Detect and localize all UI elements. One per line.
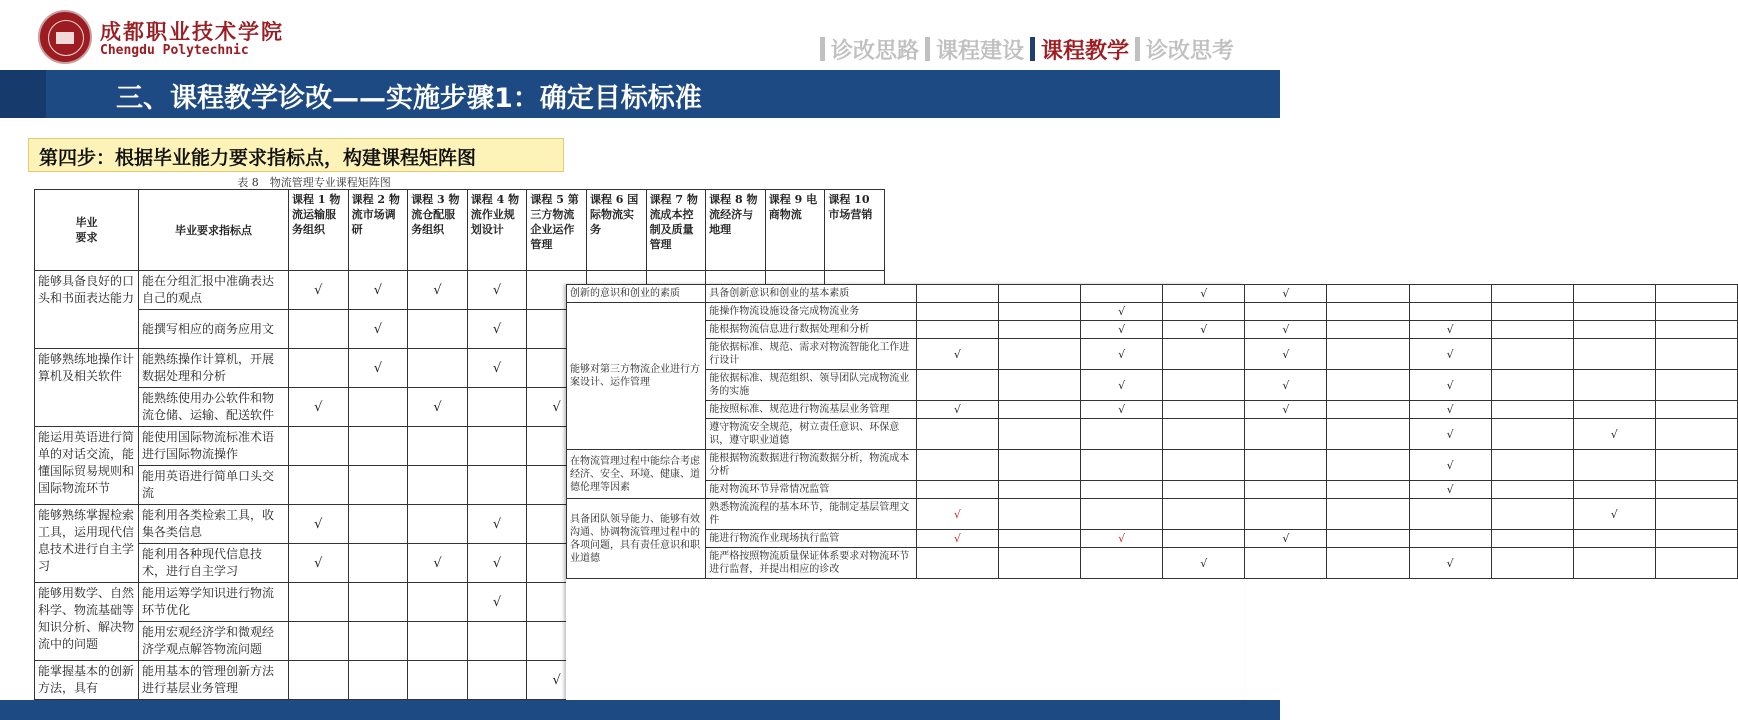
indicator-cell: 能在分组汇报中准确表达自己的观点 [139,271,289,310]
matrix-cell [289,622,349,661]
requirement-cell: 具备团队领导能力、能够有效沟通、协调物流管理过程中的各项问题，具有责任意识和职业道德 [567,499,706,579]
indicator-cell: 能根据物流信息进行数据处理和分析 [706,321,917,339]
matrix-cell [1491,401,1573,419]
matrix-cell [998,303,1080,321]
indicator-cell: 能严格按照物流质量保证体系要求对物流环节进行监督，并提出相应的诊改 [706,548,917,579]
indicator-cell: 遵守物流安全规范，树立责任意识、环保意识，遵守职业道德 [706,419,917,450]
course-matrix-continuation [566,284,1618,720]
matrix-cell [1327,401,1409,419]
matrix-cell: √ [408,388,468,427]
indicator-cell: 能用英语进行简单口头交流 [139,466,289,505]
matrix-cell [1327,548,1409,579]
matrix-cell: √ [1409,548,1491,579]
matrix-cell [1245,419,1327,450]
table-caption: 表 8 物流管理专业课程矩阵图 [237,176,391,189]
matrix-cell [1491,303,1573,321]
matrix-cell [1327,303,1409,321]
step-callout [28,138,564,172]
requirement-cell: 创新的意识和创业的素质 [567,285,706,303]
matrix-cell [1081,285,1163,303]
matrix-cell [998,481,1080,499]
header-requirement: 毕业 要求 [35,190,139,271]
header-course-6: 课程 6 国际物流实务 [586,190,646,271]
matrix-cell [408,466,468,505]
matrix-cell [916,419,998,450]
matrix-cell: √ [1409,419,1491,450]
matrix-cell: √ [1081,303,1163,321]
matrix-cell [408,583,468,622]
header-indicator: 毕业要求指标点 [139,190,289,271]
matrix-cell [998,321,1080,339]
header-course-9: 课程 9 电商物流 [765,190,825,271]
matrix-cell: √ [1245,530,1327,548]
indicator-cell: 能对物流环节异常情况监管 [706,481,917,499]
table-row [567,370,1738,401]
indicator-cell: 能依据标准、规范、需求对物流智能化工作进行设计 [706,339,917,370]
matrix-cell [1081,450,1163,481]
matrix-cell [1163,450,1245,481]
matrix-cell [1163,401,1245,419]
matrix-cell [1573,339,1655,370]
matrix-cell [998,339,1080,370]
header-course-3: 课程 3 物流仓配服务组织 [408,190,468,271]
school-name-en: Chengdu Polytechnic [100,43,249,58]
requirement-cell: 在物流管理过程中能综合考虑经济、安全、环境、健康、道德伦理等因素 [567,450,706,499]
matrix-cell [348,427,408,466]
indicator-cell: 能利用各类检索工具，收集各类信息 [139,505,289,544]
matrix-cell [1655,339,1737,370]
matrix-cell: √ [1245,285,1327,303]
matrix-cell [1327,370,1409,401]
matrix-cell: √ [1245,321,1327,339]
matrix-cell: √ [408,544,468,583]
matrix-cell [1327,499,1409,530]
matrix-cell: √ [1573,499,1655,530]
matrix-cell [289,466,349,505]
indicator-cell: 能使用国际物流标准术语进行国际物流操作 [139,427,289,466]
header-course-5: 课程 5 第三方物流企业运作管理 [527,190,587,271]
table-row [567,339,1738,370]
requirement-cell: 能掌握基本的创新方法，具有 [35,661,139,700]
matrix-cell: √ [467,349,527,388]
matrix-cell: √ [289,271,349,310]
matrix-cell [1655,303,1737,321]
matrix-cell [408,505,468,544]
matrix-cell [1245,481,1327,499]
matrix-cell: √ [1163,548,1245,579]
matrix-cell: √ [467,271,527,310]
school-name-cn: 成都职业技术学院 [100,19,284,44]
nav-item-course-construction[interactable] [925,34,1024,65]
matrix-cell: √ [1409,450,1491,481]
matrix-cell [467,388,527,427]
matrix-cell [1655,481,1737,499]
header-course-8: 课程 8 物流经济与地理 [706,190,766,271]
matrix-cell [1573,370,1655,401]
nav-item-diagnosis-idea[interactable] [820,34,919,65]
matrix-cell: √ [527,661,587,700]
matrix-cell: √ [467,310,527,349]
matrix-cell [1245,450,1327,481]
nav-item-diagnosis-reflection[interactable] [1135,34,1234,65]
indicator-cell: 能根据物流数据进行物流数据分析，物流成本分析 [706,450,917,481]
matrix-cell: √ [467,544,527,583]
matrix-cell [998,370,1080,401]
matrix-cell [1655,370,1737,401]
matrix-cell [1655,285,1737,303]
matrix-cell [1081,419,1163,450]
matrix-cell: √ [1245,370,1327,401]
matrix-cell [1573,303,1655,321]
matrix-cell [1081,499,1163,530]
matrix-cell: √ [916,499,998,530]
table-row [567,481,1738,499]
matrix-cell: √ [1573,419,1655,450]
matrix-cell [1409,285,1491,303]
header-course-10: 课程 10 市场营销 [825,190,885,271]
matrix-cell: √ [408,271,468,310]
matrix-cell [1655,321,1737,339]
table-row [567,419,1738,450]
matrix-cell [916,321,998,339]
matrix-cell [467,427,527,466]
matrix-cell [1327,481,1409,499]
matrix-cell [1491,530,1573,548]
matrix-cell [1573,321,1655,339]
matrix-cell [289,427,349,466]
indicator-cell: 熟悉物流流程的基本环节，能制定基层管理文件 [706,499,917,530]
matrix-cell: √ [289,544,349,583]
matrix-cell [1491,321,1573,339]
matrix-cell [1491,339,1573,370]
matrix-cell [998,548,1080,579]
indicator-cell: 能用运筹学知识进行物流环节优化 [139,583,289,622]
nav-bar-icon [925,37,930,61]
indicator-cell: 能操作物流设施设备完成物流业务 [706,303,917,321]
matrix-cell [1327,450,1409,481]
nav-bar-icon [820,37,825,61]
matrix-cell [1573,530,1655,548]
matrix-cell [998,401,1080,419]
matrix-cell [998,530,1080,548]
matrix-cell [1163,370,1245,401]
matrix-cell [1491,285,1573,303]
matrix-cell [1491,419,1573,450]
nav-bar-icon [1030,37,1035,61]
title-band [0,70,1280,118]
matrix-cell [1491,370,1573,401]
matrix-cell: √ [1409,321,1491,339]
matrix-cell [1573,450,1655,481]
matrix-cell [1655,401,1737,419]
matrix-cell: √ [1081,321,1163,339]
matrix-cell [348,544,408,583]
matrix-cell [1655,530,1737,548]
indicator-cell: 能撰写相应的商务应用文 [139,310,289,349]
matrix-cell [998,499,1080,530]
matrix-cell [1491,481,1573,499]
matrix-cell [1245,499,1327,530]
matrix-cell [1409,303,1491,321]
matrix-cell: √ [916,339,998,370]
matrix-cell: √ [348,349,408,388]
matrix-cell [998,450,1080,481]
matrix-cell: √ [467,583,527,622]
matrix-cell [1163,339,1245,370]
matrix-cell [289,349,349,388]
matrix-cell [998,285,1080,303]
table-row [567,548,1738,579]
matrix-cell [1409,530,1491,548]
requirement-cell: 能够对第三方物流企业进行方案设计、运作管理 [567,303,706,450]
matrix-cell [916,370,998,401]
matrix-cell: √ [1081,530,1163,548]
indicator-cell: 具备创新意识和创业的基本素质 [706,285,917,303]
header-course-2: 课程 2 物流市场调研 [348,190,408,271]
section-nav [814,34,1234,64]
matrix-cell [1081,548,1163,579]
matrix-cell [916,450,998,481]
indicator-cell: 能按照标准、规范进行物流基层业务管理 [706,401,917,419]
step-text: 第四步：根据毕业能力要求指标点，构建课程矩阵图 [39,147,477,169]
requirement-cell: 能够用数学、自然科学、物流基础等知识分析、解决物流中的问题 [35,583,139,661]
matrix-cell [467,466,527,505]
matrix-cell [1327,285,1409,303]
matrix-cell [1245,548,1327,579]
matrix-cell [348,505,408,544]
matrix-cell [1573,548,1655,579]
matrix-cell: √ [348,310,408,349]
matrix-cell: √ [1081,401,1163,419]
matrix-cell: √ [1409,339,1491,370]
matrix-cell [1163,303,1245,321]
matrix-cell: √ [1409,481,1491,499]
matrix-cell [1655,548,1737,579]
matrix-cell: √ [1163,321,1245,339]
header-course-1: 课程 1 物流运输服务组织 [289,190,349,271]
table-row [567,401,1738,419]
matrix-cell: √ [467,505,527,544]
matrix-cell [1655,450,1737,481]
matrix-cell: √ [348,271,408,310]
indicator-cell: 能利用各种现代信息技术，进行自主学习 [139,544,289,583]
matrix-cell: √ [916,401,998,419]
matrix-cell: √ [916,530,998,548]
nav-item-label: 诊改思路 [830,38,919,64]
matrix-cell [1491,548,1573,579]
matrix-cell: √ [289,505,349,544]
matrix-cell [348,622,408,661]
footer-bar [0,700,1280,720]
course-matrix-table-cont [566,284,1738,579]
matrix-cell [1327,321,1409,339]
matrix-cell [289,583,349,622]
table-row [567,450,1738,481]
matrix-cell [289,661,349,700]
header-row [35,190,885,271]
school-seal-icon [38,10,92,64]
table-row [567,530,1738,548]
header-course-7: 课程 7 物流成本控制及质量管理 [646,190,706,271]
matrix-cell [1081,481,1163,499]
matrix-cell [467,661,527,700]
header-course-4: 课程 4 物流作业规划设计 [467,190,527,271]
matrix-cell [408,310,468,349]
matrix-cell [467,622,527,661]
requirement-cell: 能够熟练掌握检索工具，运用现代信息技术进行自主学习 [35,505,139,583]
matrix-cell [916,481,998,499]
table-row [567,303,1738,321]
requirement-cell: 能够熟练地操作计算机及相关软件 [35,349,139,427]
table-row [567,321,1738,339]
matrix-cell [1573,285,1655,303]
table-row [567,285,1738,303]
matrix-cell [1655,419,1737,450]
matrix-cell [1573,481,1655,499]
indicator-cell: 能依据标准、规范组织、领导团队完成物流业务的实施 [706,370,917,401]
requirement-cell: 能够具备良好的口头和书面表达能力 [35,271,139,349]
matrix-cell: √ [1081,370,1163,401]
matrix-cell [916,303,998,321]
table-row [567,499,1738,530]
matrix-cell [1655,499,1737,530]
nav-item-label: 课程教学 [1040,38,1129,64]
nav-item-course-teaching[interactable] [1030,34,1129,65]
matrix-cell [916,548,998,579]
indicator-cell: 能用基本的管理创新方法进行基层业务管理 [139,661,289,700]
page-title: 三、课程教学诊改——实施步骤1：确定目标标准 [116,83,702,114]
matrix-cell [1409,499,1491,530]
matrix-cell: √ [1081,339,1163,370]
matrix-cell [408,622,468,661]
matrix-cell: √ [1163,285,1245,303]
matrix-cell [408,427,468,466]
indicator-cell: 能用宏观经济学和微观经济学观点解答物流问题 [139,622,289,661]
indicator-cell: 能熟练使用办公软件和物流仓储、运输、配送软件 [139,388,289,427]
matrix-cell: √ [1245,401,1327,419]
matrix-cell: √ [1409,401,1491,419]
matrix-cell [1491,499,1573,530]
matrix-cell [1327,339,1409,370]
matrix-cell: √ [1245,339,1327,370]
matrix-cell [1163,499,1245,530]
matrix-cell: √ [289,388,349,427]
matrix-cell [1245,303,1327,321]
matrix-cell [408,349,468,388]
matrix-cell [1491,450,1573,481]
indicator-cell: 能熟练操作计算机，开展数据处理和分析 [139,349,289,388]
matrix-cell [1573,401,1655,419]
matrix-cell [1163,419,1245,450]
school-logo [38,10,284,68]
matrix-cell [1327,530,1409,548]
title-accent [0,70,46,118]
matrix-cell: √ [1409,370,1491,401]
nav-bar-icon [1135,37,1140,61]
nav-item-label: 课程建设 [935,38,1024,64]
matrix-cell [289,310,349,349]
matrix-cell [998,419,1080,450]
matrix-cell [348,583,408,622]
nav-item-label: 诊改思考 [1145,38,1234,64]
matrix-cell [916,285,998,303]
requirement-cell: 能运用英语进行简单的对话交流，能懂国际贸易规则和国际物流环节 [35,427,139,505]
matrix-cell [1163,530,1245,548]
matrix-cell [348,466,408,505]
matrix-cell [408,661,468,700]
matrix-cell [1327,419,1409,450]
matrix-cell: √ [527,388,587,427]
matrix-cell [348,661,408,700]
indicator-cell: 能进行物流作业现场执行监管 [706,530,917,548]
matrix-cell [1163,481,1245,499]
matrix-cell [348,388,408,427]
